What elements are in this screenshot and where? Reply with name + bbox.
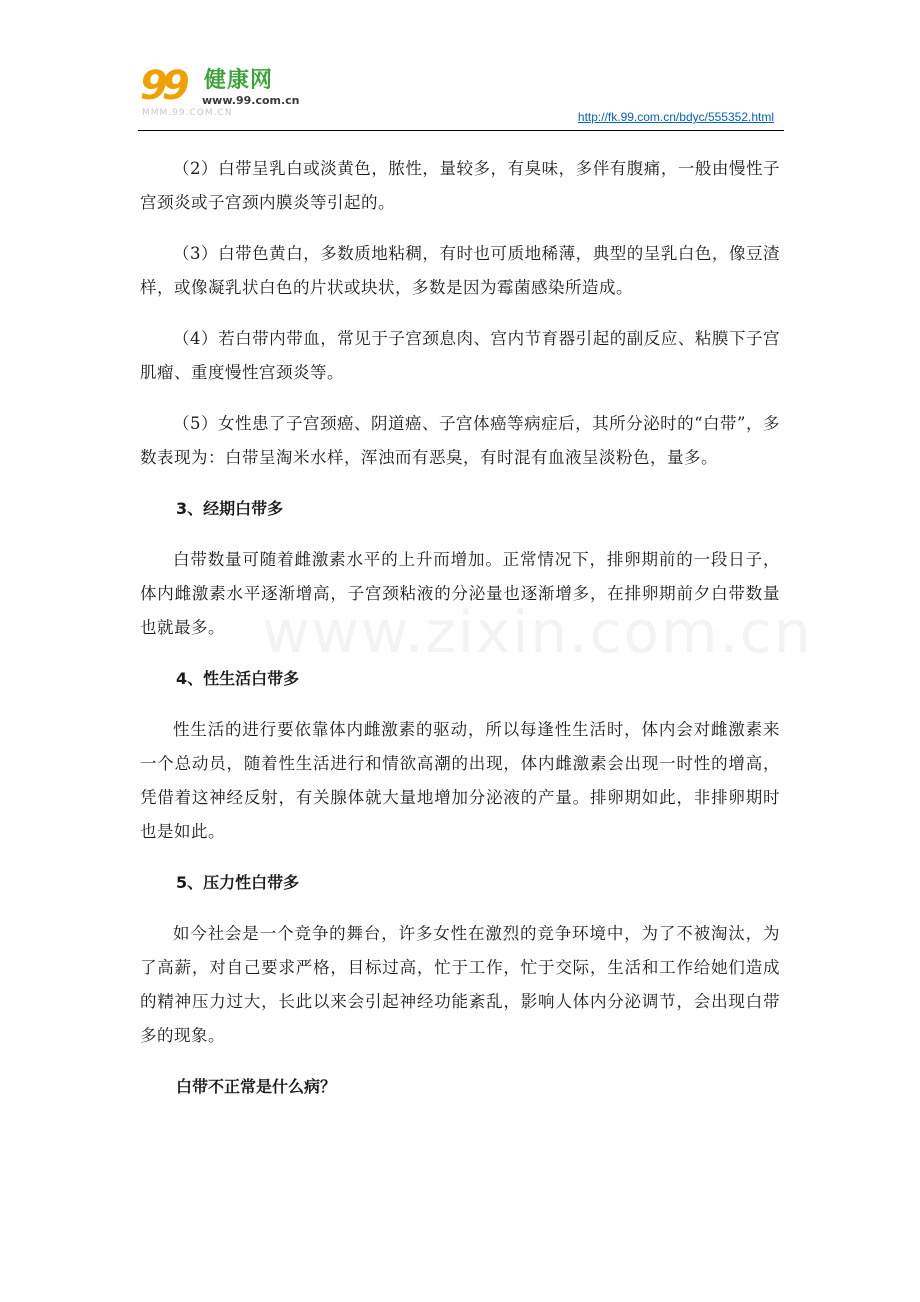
site-logo[interactable]: [140, 64, 340, 120]
header-divider: [138, 130, 784, 131]
paragraph: 性生活的进行要依靠体内雌激素的驱动，所以每逢性生活时，体内会对雌激素来一个总动员，随着性生活进行和情欲高潮的出现，体内雌激素会出现一时性的增高，凭借着这神经反射，有关腺体就大量地增加分泌液的产量。排卵期如此，非排卵期时也是如此。: [140, 720, 780, 841]
logo-url: www.99.com.cn: [202, 94, 300, 107]
header-link[interactable]: http://fk.99.com.cn/bdyc/555352.html: [577, 110, 774, 124]
section-heading: 3、经期白带多: [176, 499, 284, 518]
paragraph: （4）若白带内带血，常见于子宫颈息肉、宫内节育器引起的副反应、粘膜下子宫肌瘤、重度慢性宫颈炎等。: [140, 329, 780, 382]
section-heading: 5、压力性白带多: [176, 873, 300, 892]
section-heading: 4、性生活白带多: [176, 669, 300, 688]
section-heading: 白带不正常是什么病？: [176, 1077, 337, 1096]
logo-name: 健康网: [204, 68, 274, 93]
document-body: [140, 152, 780, 1121]
paragraph: （3）白带色黄白，多数质地粘稠，有时也可质地稀薄，典型的呈乳白色，像豆渣样，或像凝乳状白色的片状或块状，多数是因为霉菌感染所造成。: [140, 244, 780, 297]
watermark: www.zixin.com.cn: [262, 598, 813, 666]
paragraph: 如今社会是一个竞争的舞台，许多女性在激烈的竞争环境中，为了不被淘汰，为了高薪，对自己要求严格，目标过高，忙于工作，忙于交际，生活和工作给她们造成的精神压力过大，长此以来会引起神经功能紊乱，影响人体内分泌调节，会出现白带多的现象。: [140, 924, 780, 1045]
logo-mark: 99: [140, 63, 184, 109]
logo-reflection: MMM.99.COM.CN: [142, 108, 233, 118]
paragraph: （2）白带呈乳白或淡黄色，脓性，量较多，有臭味，多伴有腹痛，一般由慢性子宫颈炎或子宫颈内膜炎等引起的。: [140, 159, 780, 212]
paragraph: （5）女性患了子宫颈癌、阴道癌、子宫体癌等病症后，其所分泌时的“白带”，多数表现为：白带呈淘米水样，浑浊而有恶臭，有时混有血液呈淡粉色，量多。: [140, 414, 780, 467]
paragraph: 白带数量可随着雌激素水平的上升而增加。正常情况下，排卵期前的一段日子，体内雌激素水平逐渐增高，子宫颈粘液的分泌量也逐渐增多，在排卵期前夕白带数量也就最多。: [140, 550, 780, 637]
